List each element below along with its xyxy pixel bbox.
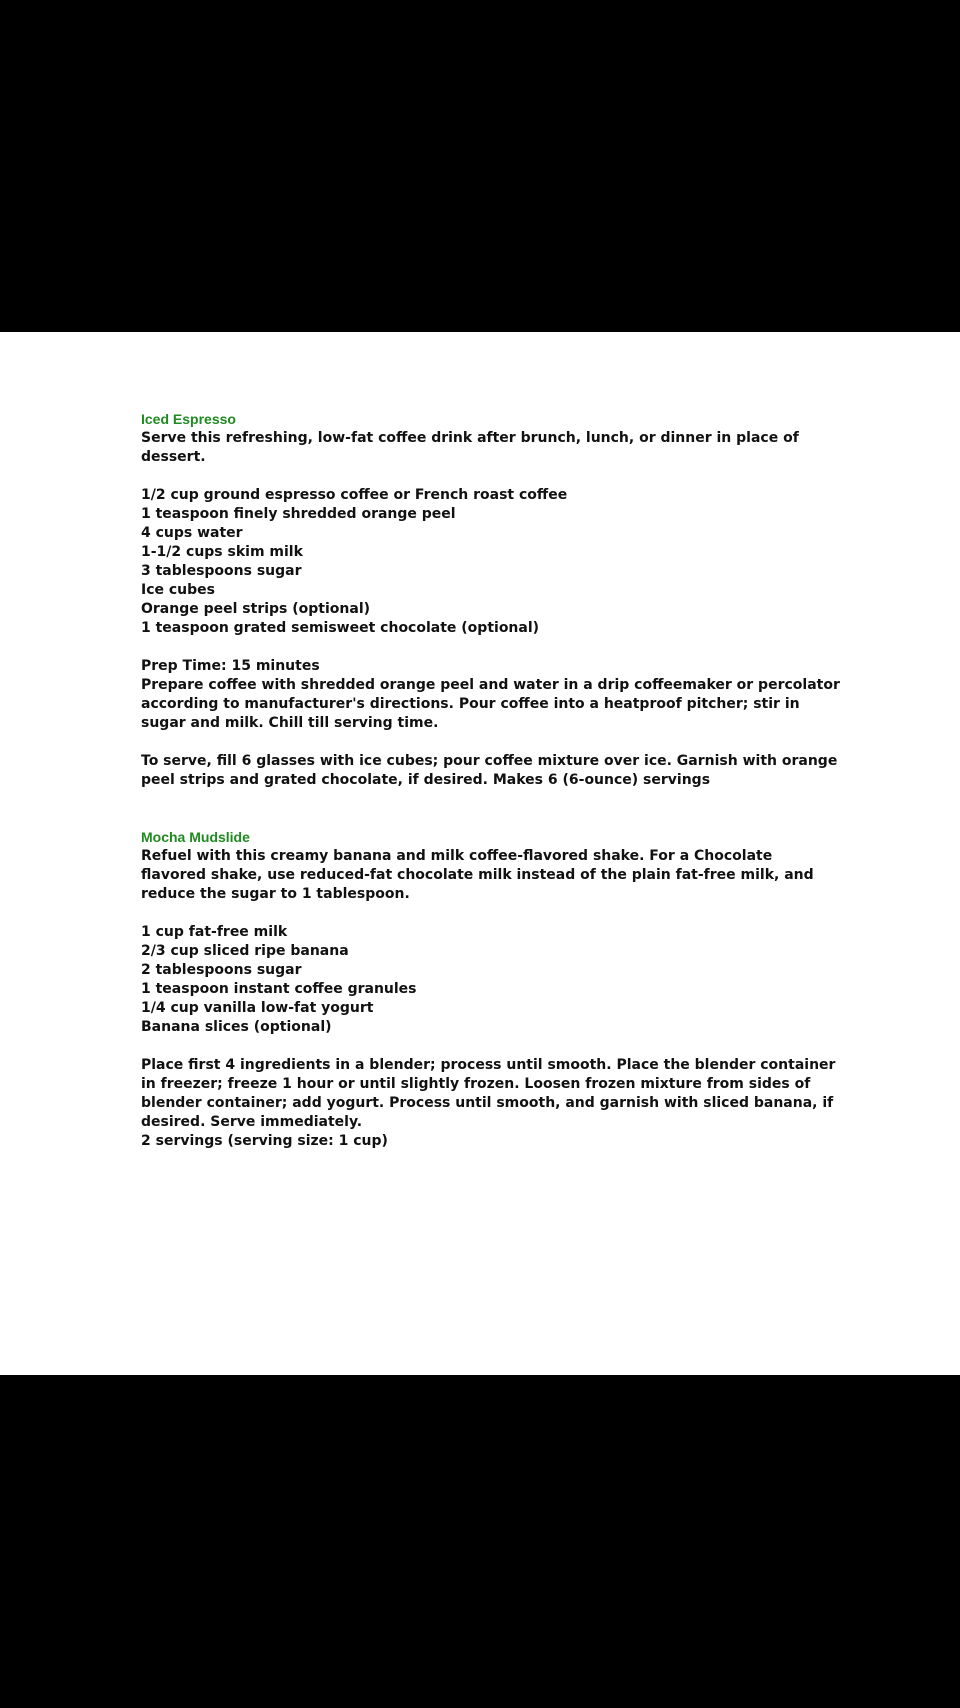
document-page[interactable] bbox=[0, 332, 960, 1375]
ingredient-item: 1 teaspoon grated semisweet chocolate (optional) bbox=[141, 620, 540, 636]
ingredient-item: 2 tablespoons sugar bbox=[141, 962, 302, 978]
recipe-mocha-mudslide bbox=[141, 828, 841, 1151]
ingredient-item: 4 cups water bbox=[141, 525, 243, 541]
ingredient-item: 1 teaspoon instant coffee granules bbox=[141, 981, 417, 997]
recipe-directions: Place first 4 ingredients in a blender; process until smooth. Place the blender container in freezer; freeze 1 hour or until slightly frozen. Loosen frozen mixture from sides of blender container; add yogurt. Process until smooth, and garnish with sliced banana, if desired. Serve immediately. bbox=[141, 1057, 836, 1130]
recipe-iced-espresso bbox=[141, 410, 841, 790]
document-content bbox=[141, 410, 841, 1151]
ingredient-item: 1/2 cup ground espresso coffee or French roast coffee bbox=[141, 487, 568, 503]
ingredient-item: 1/4 cup vanilla low-fat yogurt bbox=[141, 1000, 374, 1016]
letterbox-bottom bbox=[0, 1375, 960, 1708]
recipe-title: Mocha Mudslide bbox=[141, 829, 250, 845]
ingredient-item: 3 tablespoons sugar bbox=[141, 563, 302, 579]
ingredient-item: Ice cubes bbox=[141, 582, 215, 598]
ingredient-item: 1 teaspoon finely shredded orange peel bbox=[141, 506, 456, 522]
recipe-serving-directions: To serve, fill 6 glasses with ice cubes; pour coffee mixture over ice. Garnish with orange peel strips and grated chocolate, if desired. Makes 6 (6-ounce) servings bbox=[141, 753, 838, 788]
recipe-servings: 2 servings (serving size: 1 cup) bbox=[141, 1133, 388, 1149]
recipe-directions: Prepare coffee with shredded orange peel and water in a drip coffeemaker or percolator according to manufacturer's directions. Pour coffee into a heatproof pitcher; stir in sugar and milk. Chill till serving time. bbox=[141, 677, 840, 731]
ingredient-list bbox=[141, 486, 841, 638]
ingredient-item: Banana slices (optional) bbox=[141, 1019, 332, 1035]
ingredient-item: 2/3 cup sliced ripe banana bbox=[141, 943, 349, 959]
recipe-description: Serve this refreshing, low-fat coffee drink after brunch, lunch, or dinner in place of dessert. bbox=[141, 430, 799, 465]
ingredient-list bbox=[141, 923, 841, 1037]
letterbox-top bbox=[0, 0, 960, 332]
recipe-title: Iced Espresso bbox=[141, 411, 236, 427]
recipe-description: Refuel with this creamy banana and milk coffee-flavored shake. For a Chocolate flavored shake, use reduced-fat chocolate milk instead of the plain fat-free milk, and reduce the sugar to 1 tablespoon. bbox=[141, 848, 814, 902]
ingredient-item: 1-1/2 cups skim milk bbox=[141, 544, 303, 560]
prep-time: Prep Time: 15 minutes bbox=[141, 658, 320, 674]
ingredient-item: Orange peel strips (optional) bbox=[141, 601, 371, 617]
ingredient-item: 1 cup fat-free milk bbox=[141, 924, 288, 940]
